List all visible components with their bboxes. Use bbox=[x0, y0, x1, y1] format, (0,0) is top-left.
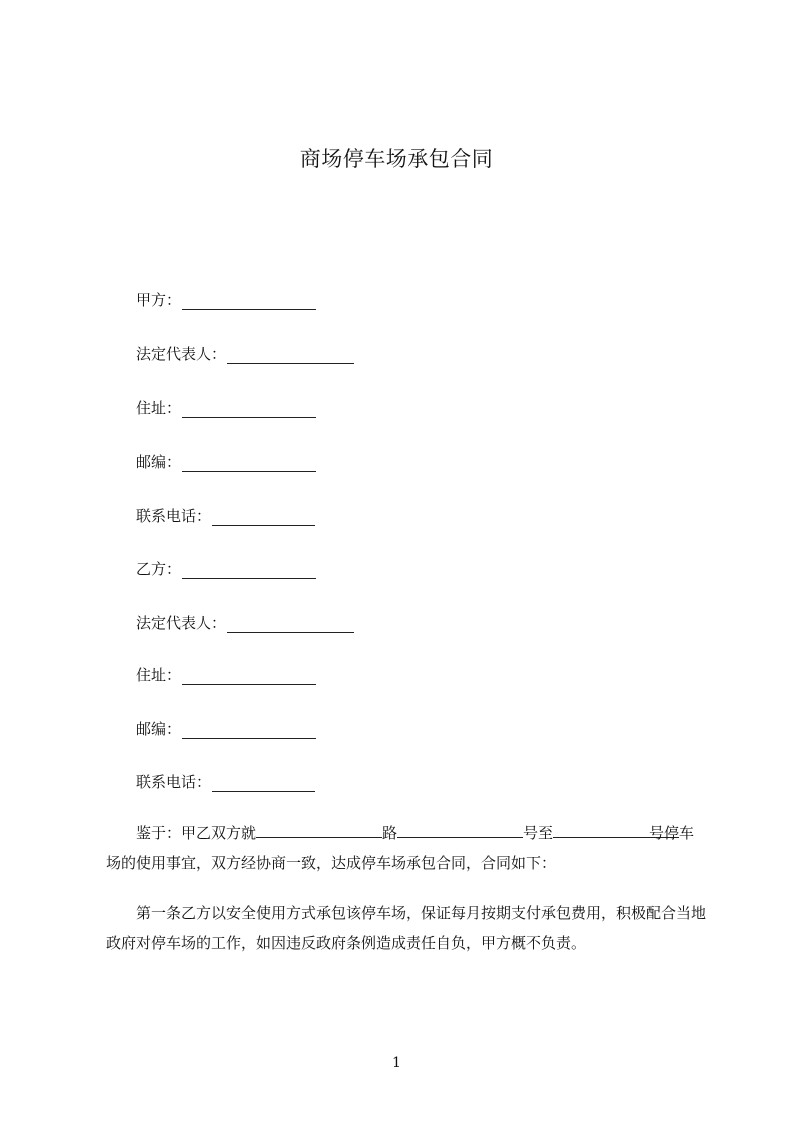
preamble-paragraph bbox=[106, 818, 706, 878]
party-b-address-label: 住址： bbox=[136, 666, 182, 684]
party-a-rep-blank bbox=[227, 348, 354, 364]
article-1-paragraph: 第一条乙方以安全使用方式承包该停车场，保证每月按期支付承包费用，积极配合当地政府对停车场的工作，如因违反政府条例造成责任自负，甲方概不负责。 bbox=[106, 904, 707, 952]
party-a-name-field bbox=[136, 290, 316, 310]
party-a-rep-label: 法定代表人： bbox=[136, 345, 227, 363]
party-b-rep-blank bbox=[227, 617, 354, 633]
party-a-phone-field bbox=[136, 506, 315, 526]
party-b-postcode-blank bbox=[182, 723, 316, 739]
party-a-name-label: 甲方： bbox=[136, 291, 182, 309]
party-a-postcode-label: 邮编： bbox=[136, 453, 182, 471]
preamble-blank-number-from bbox=[397, 822, 523, 838]
party-b-name-label: 乙方： bbox=[136, 560, 182, 578]
party-a-postcode-blank bbox=[182, 456, 316, 472]
preamble-text-4: 号停车场的使用事宜，双方经协商一致，达成停车场承包合同，合同如下： bbox=[106, 824, 695, 872]
party-b-name-blank bbox=[182, 563, 316, 579]
preamble-text-1: 鉴于：甲乙双方就 bbox=[136, 824, 257, 842]
party-a-name-blank bbox=[182, 294, 316, 310]
party-a-address-label: 住址： bbox=[136, 399, 182, 417]
party-b-phone-label: 联系电话： bbox=[136, 773, 212, 791]
party-b-rep-label: 法定代表人： bbox=[136, 614, 227, 632]
party-a-phone-label: 联系电话： bbox=[136, 507, 212, 525]
party-b-phone-blank bbox=[212, 776, 315, 792]
party-b-rep-field bbox=[136, 613, 354, 633]
document-title: 商场停车场承包合同 bbox=[299, 147, 494, 171]
party-b-phone-field bbox=[136, 772, 315, 792]
party-b-postcode-label: 邮编： bbox=[136, 720, 182, 738]
party-a-phone-blank bbox=[212, 510, 315, 526]
party-b-postcode-field bbox=[136, 719, 316, 739]
preamble-text-2: 路 bbox=[382, 824, 398, 842]
party-a-rep-field bbox=[136, 344, 354, 364]
party-a-address-field bbox=[136, 398, 316, 418]
party-b-name-field bbox=[136, 559, 316, 579]
preamble-blank-road bbox=[256, 822, 382, 838]
preamble-text-3: 号至 bbox=[523, 824, 554, 842]
party-b-address-field bbox=[136, 665, 316, 685]
party-a-postcode-field bbox=[136, 452, 316, 472]
party-b-address-blank bbox=[182, 669, 316, 685]
page-number: 1 bbox=[392, 1055, 401, 1071]
party-a-address-blank bbox=[182, 402, 316, 418]
